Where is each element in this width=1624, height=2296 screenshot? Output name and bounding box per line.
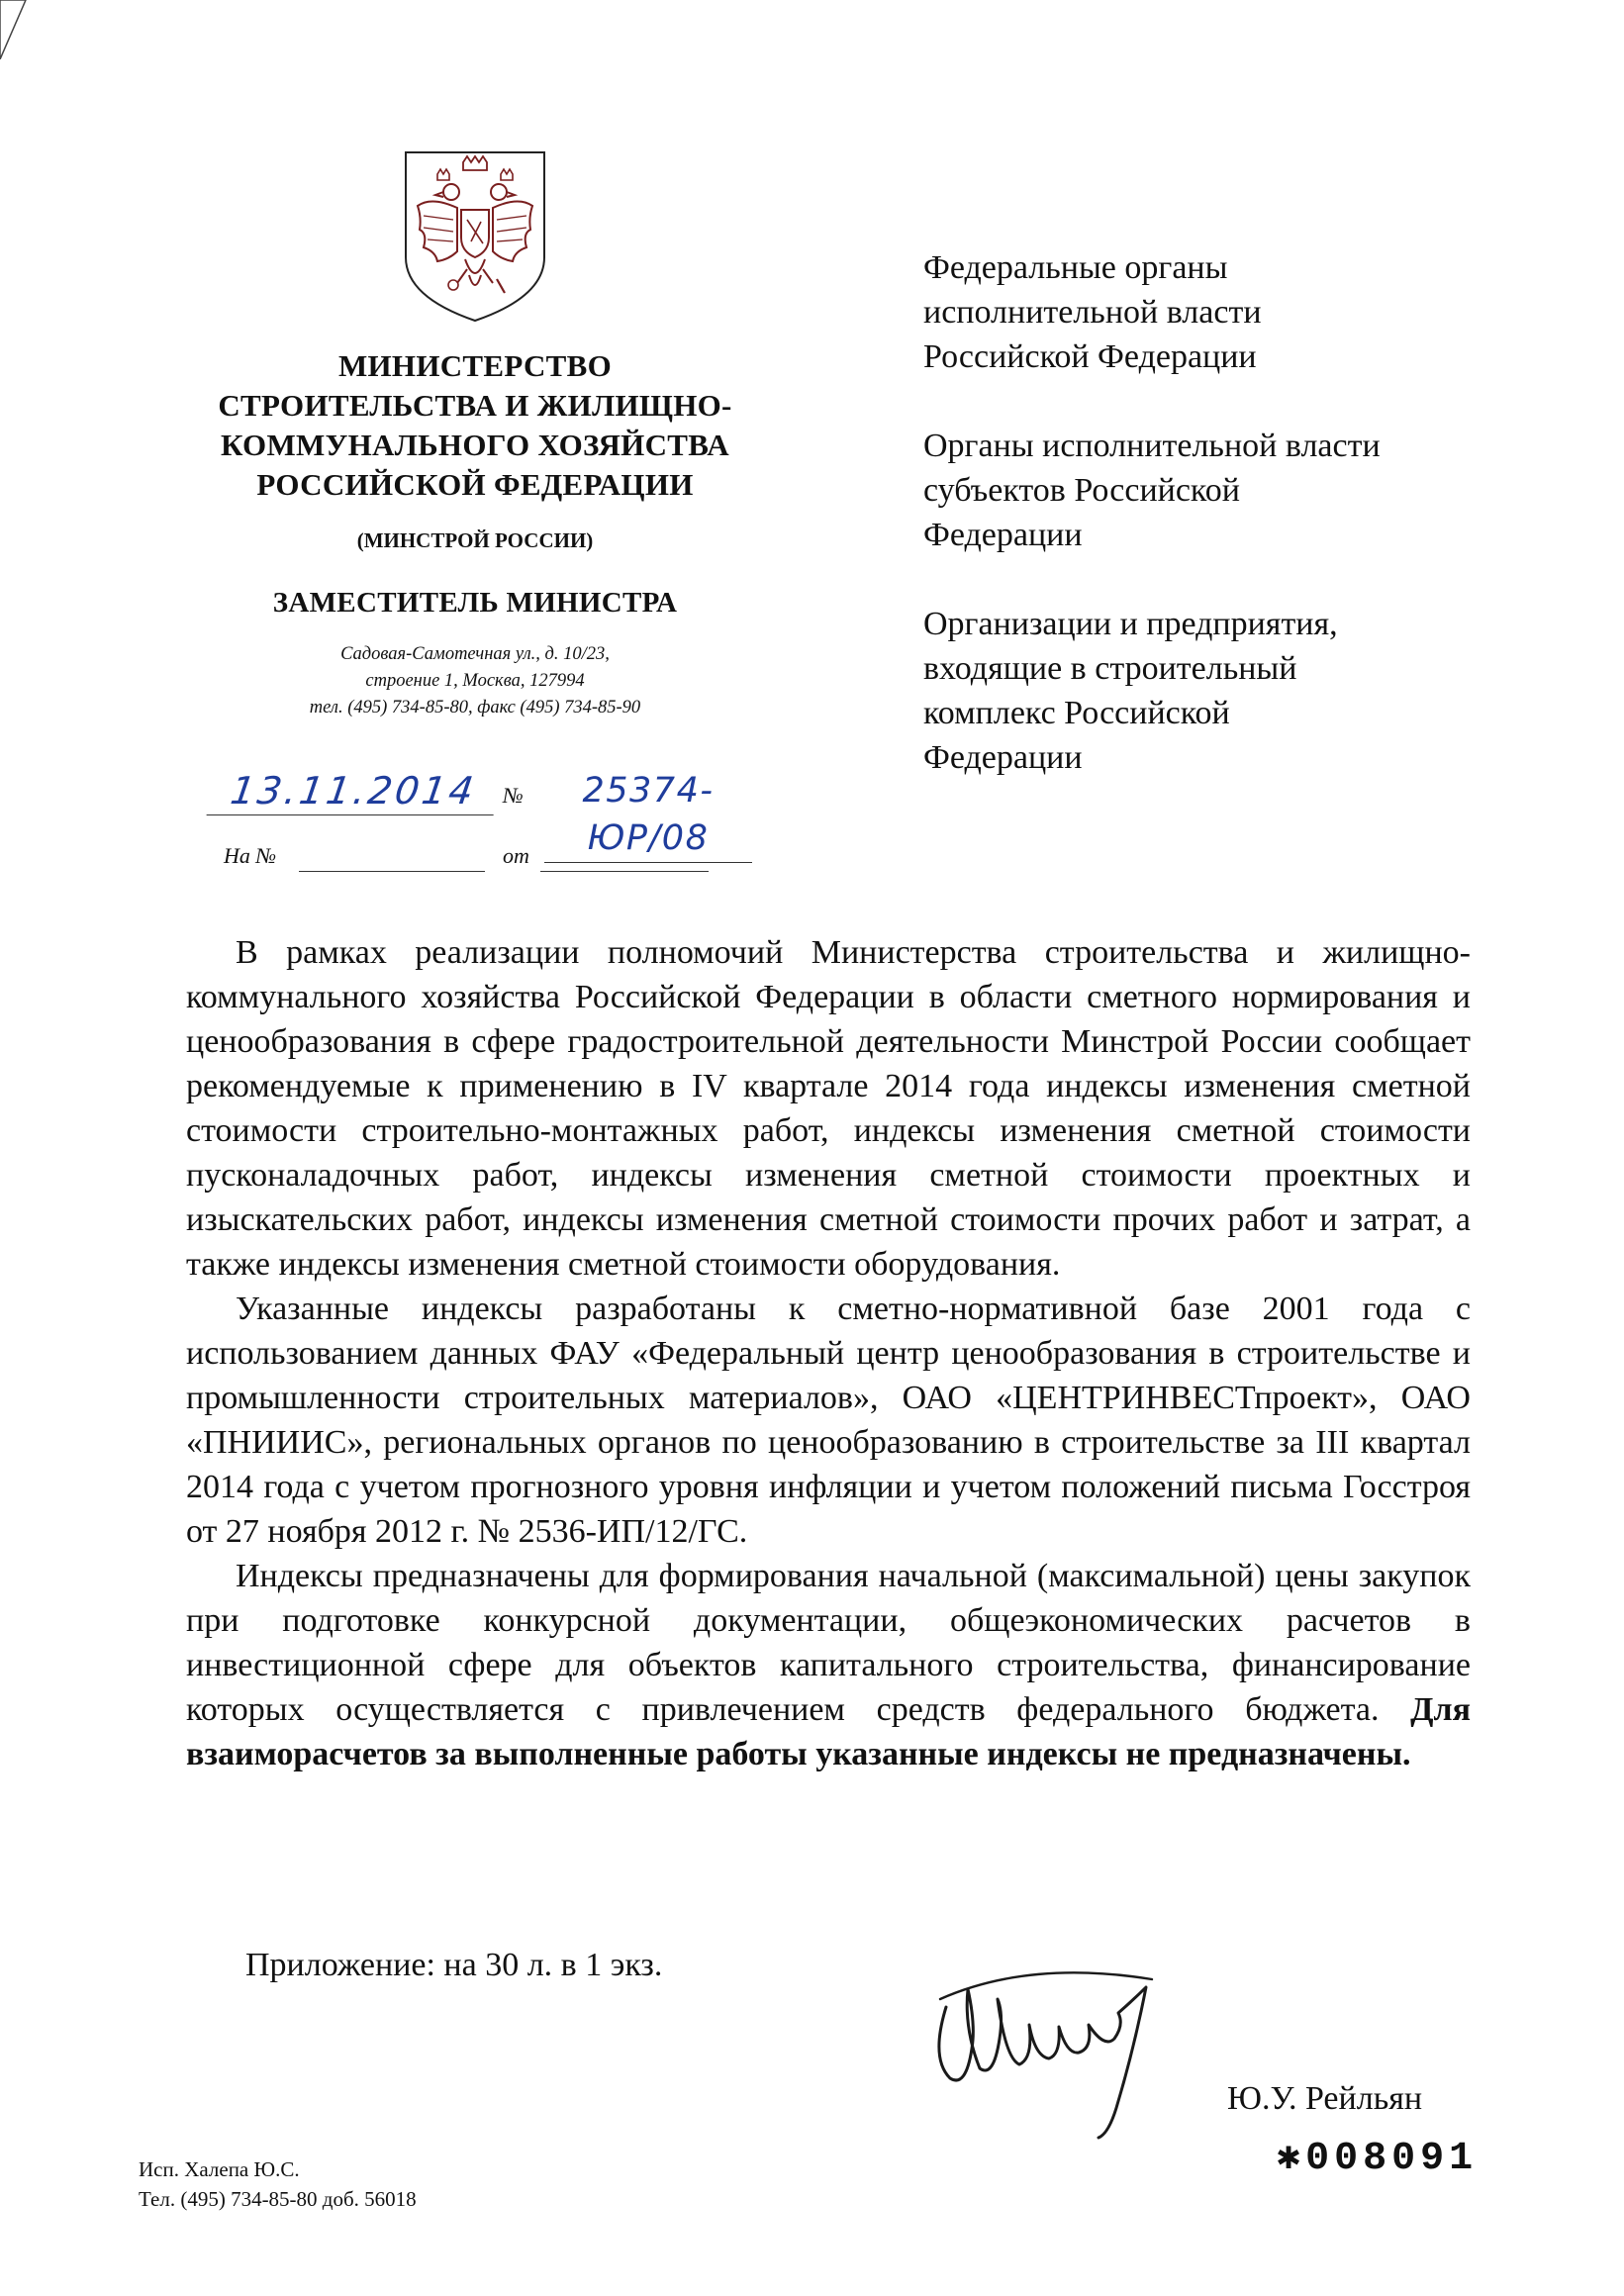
recipient-group: [923, 245, 1517, 379]
ministry-name-line: СТРОИТЕЛЬСТВА И ЖИЛИЩНО-: [218, 388, 732, 423]
executor-name: Исп. Халепа Ю.С.: [139, 2157, 300, 2181]
letter-body: [186, 930, 1471, 1776]
ministry-name-line: РОССИЙСКОЙ ФЕДЕРАЦИИ: [256, 467, 694, 502]
recipient-line: Органы исполнительной власти: [923, 428, 1381, 464]
page-corner-fold: [0, 0, 28, 59]
recipient-line: входящие в строительный: [923, 650, 1297, 687]
reference-line: [224, 841, 738, 877]
sender-position: ЗАМЕСТИТЕЛЬ МИНИСТРА: [272, 587, 678, 619]
reference-number-blank: [299, 871, 485, 872]
recipient-line: Федеральные органы: [923, 249, 1228, 286]
reference-date-blank: [540, 871, 709, 872]
recipients-block: [923, 245, 1517, 824]
registration-number: 25374-ЮР/08: [544, 767, 752, 863]
recipient-line: комплекс Российской: [923, 695, 1230, 731]
address-line: тел. (495) 734-85-80, факс (495) 734-85-90: [309, 698, 641, 718]
ministry-address: [178, 641, 772, 721]
recipient-line: Российской Федерации: [923, 338, 1257, 375]
ministry-name-line: КОММУНАЛЬНОГО ХОЗЯЙСТВА: [221, 428, 729, 462]
registration-number-label: №: [503, 783, 524, 808]
russian-coat-of-arms-icon: [402, 148, 548, 325]
recipient-line: Федерации: [923, 517, 1083, 553]
recipient-line: субъектов Российской: [923, 472, 1240, 509]
ministry-name: [178, 346, 772, 505]
executor-phone: Тел. (495) 734-85-80 доб. 56018: [139, 2187, 417, 2211]
recipient-line: Организации и предприятия,: [923, 606, 1338, 642]
body-emphasis: Для взаиморасчетов за выполненные работы указанные индексы не предназначены.: [186, 1691, 1471, 1772]
executor-info: [139, 2154, 417, 2214]
reference-date-label: от: [503, 843, 529, 868]
attachment-note: Приложение: на 30 л. в 1 экз.: [245, 1947, 663, 1983]
ministry-name-line: МИНИСТЕРСТВО: [337, 348, 613, 383]
letterhead: [178, 148, 772, 721]
body-paragraph: [186, 1287, 1471, 1554]
ministry-short-name: (МИНСТРОЙ РОССИИ): [356, 528, 594, 552]
address-line: строение 1, Москва, 127994: [365, 671, 585, 691]
body-paragraph-text: Индексы предназначены для формирования начальной (максимальной) цены закупок при подготовке конкурсной документации, общеэкономических расчетов в инвестиционной сфере для объектов капитального строительства, финансирование которых осуществляется с привлечением средств федерального бюджета.: [186, 1558, 1471, 1728]
address-line: Садовая-Самотечная ул., д. 10/23,: [340, 644, 610, 664]
document-serial-number: ✱008091: [1277, 2137, 1479, 2181]
recipient-group: [923, 602, 1517, 780]
recipient-line: исполнительной власти: [923, 294, 1262, 331]
recipient-line: Федерации: [923, 739, 1083, 776]
handwritten-signature: [910, 1930, 1207, 2148]
body-paragraph: В рамках реализации полномочий Министерства строительства и жилищно-коммунального хозяйства Российской Федерации в области сметного нормирования и ценообразования в сфере градостроительной деятельности Минстрой России сообщает рекомендуемые к применению в IV квартале 2014 года индексы изменения сметной стоимости строительно-монтажных работ, индексы изменения сметной стоимости пусконаладочных работ, индексы изменения сметной стоимости проектных и изыскательских работ, индексы изменения сметной стоимости прочих работ и затрат, а также индексы изменения сметной стоимости оборудования.: [186, 934, 1471, 1283]
body-paragraph-text: Указанные индексы разработаны к сметно-нормативной базе 2001 года с использованием данных ФАУ «Федеральный центр ценообразования в строительстве и промышленности строительных материалов», ОАО «ЦЕНТРИНВЕСТпроект», ОАО «ПНИИИС», региональных органов по ценообразованию в строительстве за III квартал 2014 года с учетом прогнозного уровня инфляции и учетом положений письма Госстроя от 27 ноября 2012 г. № 2536-ИП/12/ГС.: [186, 1291, 1471, 1550]
recipient-group: [923, 424, 1517, 557]
signer-name: Ю.У. Рейльян: [1227, 2080, 1423, 2117]
reference-number-label: На №: [224, 843, 277, 868]
registration-date: 13.11.2014: [207, 767, 501, 815]
body-paragraph: [186, 1554, 1471, 1776]
